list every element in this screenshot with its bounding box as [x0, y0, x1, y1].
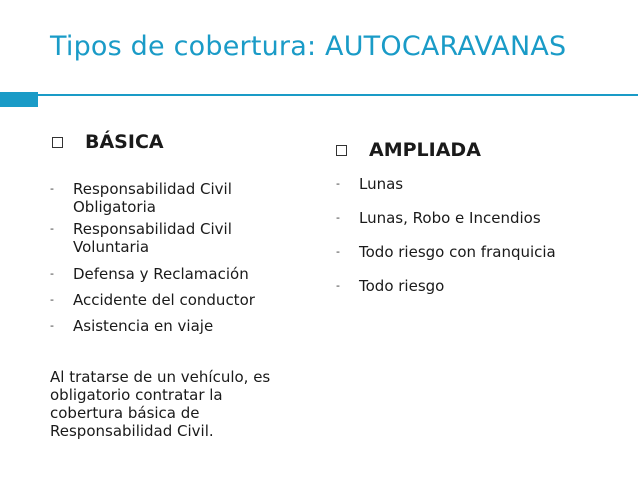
list-item — [336, 175, 626, 193]
list-item-text: Responsabilidad Civil Obligatoria — [73, 180, 232, 216]
checkbox-bullet-icon — [52, 137, 63, 148]
extended-coverage-list — [336, 175, 626, 295]
list-item-text: Lunas, Robo e Incendios — [359, 209, 541, 227]
dash-bullet-icon: - — [336, 279, 340, 292]
list-item-text: Asistencia en viaje — [73, 317, 214, 335]
slide-title: Tipos de cobertura: AUTOCARAVANAS — [50, 31, 567, 62]
list-item — [336, 243, 626, 261]
dash-bullet-icon: - — [50, 267, 54, 280]
list-item — [50, 180, 288, 216]
basic-coverage-list — [50, 180, 288, 335]
dash-bullet-icon: - — [50, 222, 54, 235]
dash-bullet-icon: - — [336, 211, 340, 224]
list-item — [50, 291, 288, 309]
list-item-text: Accidente del conductor — [73, 291, 255, 309]
dash-bullet-icon: - — [50, 319, 54, 332]
list-item — [50, 265, 288, 283]
title-accent-block — [0, 92, 38, 107]
title-underline — [38, 94, 638, 96]
dash-bullet-icon: - — [50, 182, 54, 195]
basic-heading-label: BÁSICA — [85, 131, 164, 153]
list-item — [336, 277, 626, 295]
list-item-text: Todo riesgo con franquicia — [359, 243, 556, 261]
list-item — [50, 220, 288, 256]
list-item — [50, 317, 288, 335]
extended-heading — [336, 139, 481, 161]
list-item — [336, 209, 626, 227]
list-item-text: Defensa y Reclamación — [73, 265, 249, 283]
dash-bullet-icon: - — [336, 177, 340, 190]
basic-heading — [52, 131, 164, 153]
list-item-text: Lunas — [359, 175, 404, 193]
list-item-text: Responsabilidad Civil Voluntaria — [73, 220, 232, 256]
basic-coverage-note: Al tratarse de un vehículo, es obligatorio contratar la cobertura básica de Responsabilidad Civil. — [50, 368, 271, 440]
checkbox-bullet-icon — [336, 145, 347, 156]
dash-bullet-icon: - — [336, 245, 340, 258]
extended-heading-label: AMPLIADA — [369, 139, 481, 161]
list-item-text: Todo riesgo — [359, 277, 445, 295]
dash-bullet-icon: - — [50, 293, 54, 306]
